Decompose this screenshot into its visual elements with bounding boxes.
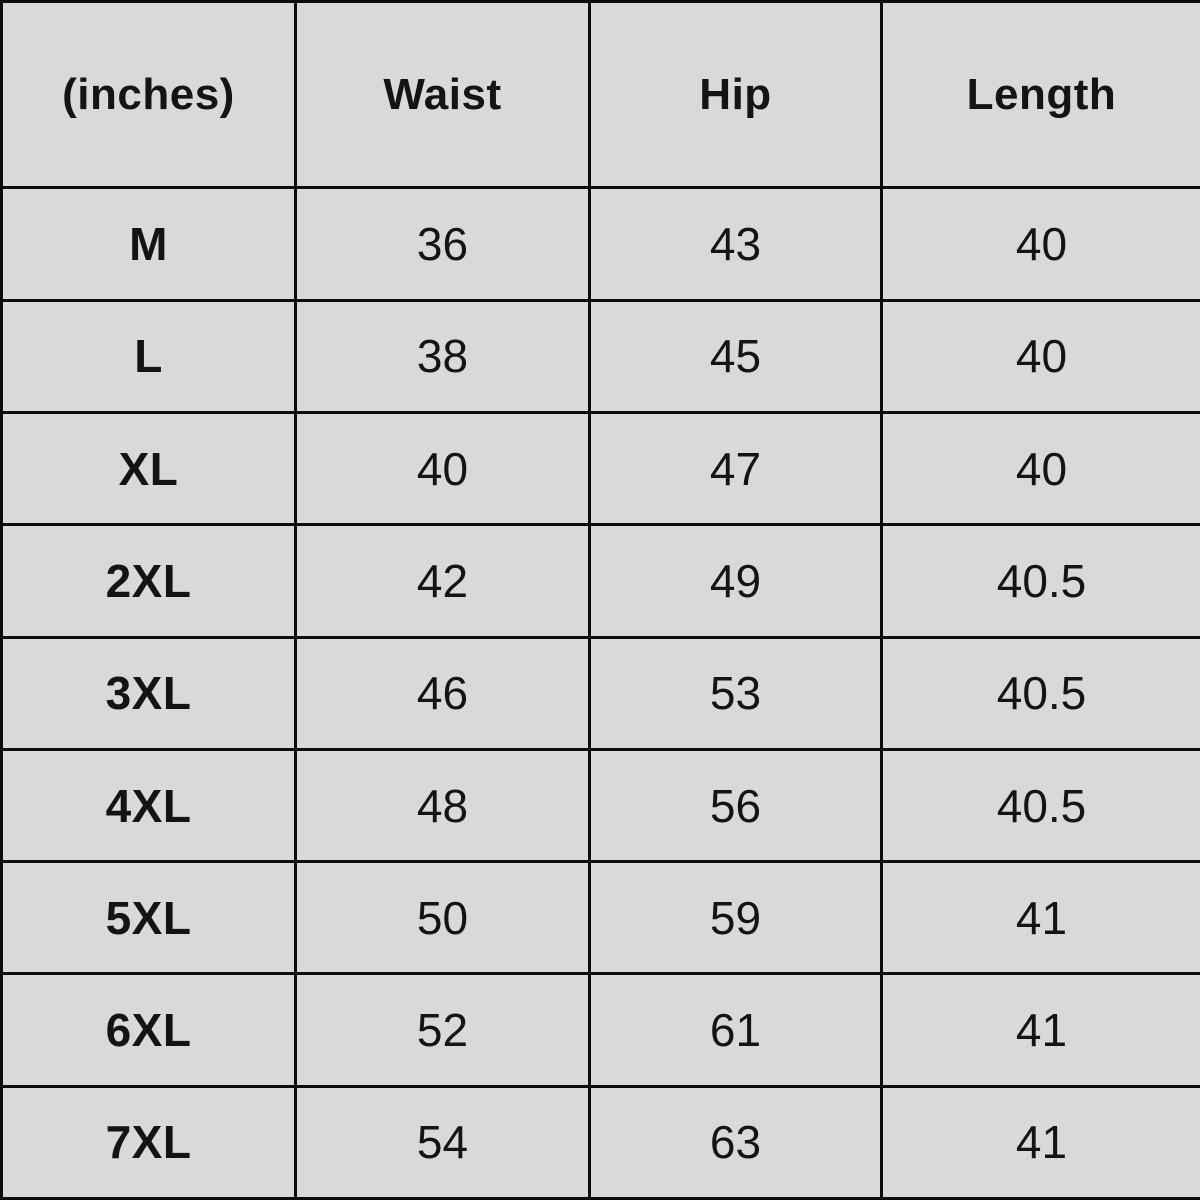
waist-value: 40 (296, 413, 590, 525)
size-label: 3XL (2, 637, 296, 749)
length-value: 41 (882, 974, 1200, 1086)
waist-value: 48 (296, 749, 590, 861)
hip-value: 63 (590, 1086, 882, 1198)
size-label: M (2, 188, 296, 300)
table-row-2xl (2, 525, 1200, 637)
size-label: 7XL (2, 1086, 296, 1198)
length-value: 40 (882, 188, 1200, 300)
hip-value: 56 (590, 749, 882, 861)
hip-value: 45 (590, 300, 882, 412)
waist-value: 52 (296, 974, 590, 1086)
length-value: 40.5 (882, 749, 1200, 861)
waist-column-header: Waist (296, 2, 590, 188)
size-label: 5XL (2, 862, 296, 974)
waist-value: 36 (296, 188, 590, 300)
table-row-5xl (2, 862, 1200, 974)
length-value: 40 (882, 300, 1200, 412)
waist-value: 54 (296, 1086, 590, 1198)
size-label: 2XL (2, 525, 296, 637)
table-row-4xl (2, 749, 1200, 861)
table-row-6xl (2, 974, 1200, 1086)
waist-value: 50 (296, 862, 590, 974)
hip-value: 53 (590, 637, 882, 749)
hip-value: 49 (590, 525, 882, 637)
size-label: 6XL (2, 974, 296, 1086)
length-value: 41 (882, 862, 1200, 974)
size-label: 4XL (2, 749, 296, 861)
table-row-xl (2, 413, 1200, 525)
header-row (2, 2, 1200, 188)
table-row-3xl (2, 637, 1200, 749)
hip-value: 43 (590, 188, 882, 300)
waist-value: 42 (296, 525, 590, 637)
hip-value: 61 (590, 974, 882, 1086)
length-value: 40.5 (882, 525, 1200, 637)
size-label: L (2, 300, 296, 412)
table-row-l (2, 300, 1200, 412)
size-label: XL (2, 413, 296, 525)
unit-header-cell: (inches) (2, 2, 296, 188)
table-row-m (2, 188, 1200, 300)
waist-value: 38 (296, 300, 590, 412)
length-value: 40 (882, 413, 1200, 525)
hip-value: 59 (590, 862, 882, 974)
waist-value: 46 (296, 637, 590, 749)
length-value: 41 (882, 1086, 1200, 1198)
hip-value: 47 (590, 413, 882, 525)
table-row-7xl (2, 1086, 1200, 1198)
length-value: 40.5 (882, 637, 1200, 749)
length-column-header: Length (882, 2, 1200, 188)
hip-column-header: Hip (590, 2, 882, 188)
